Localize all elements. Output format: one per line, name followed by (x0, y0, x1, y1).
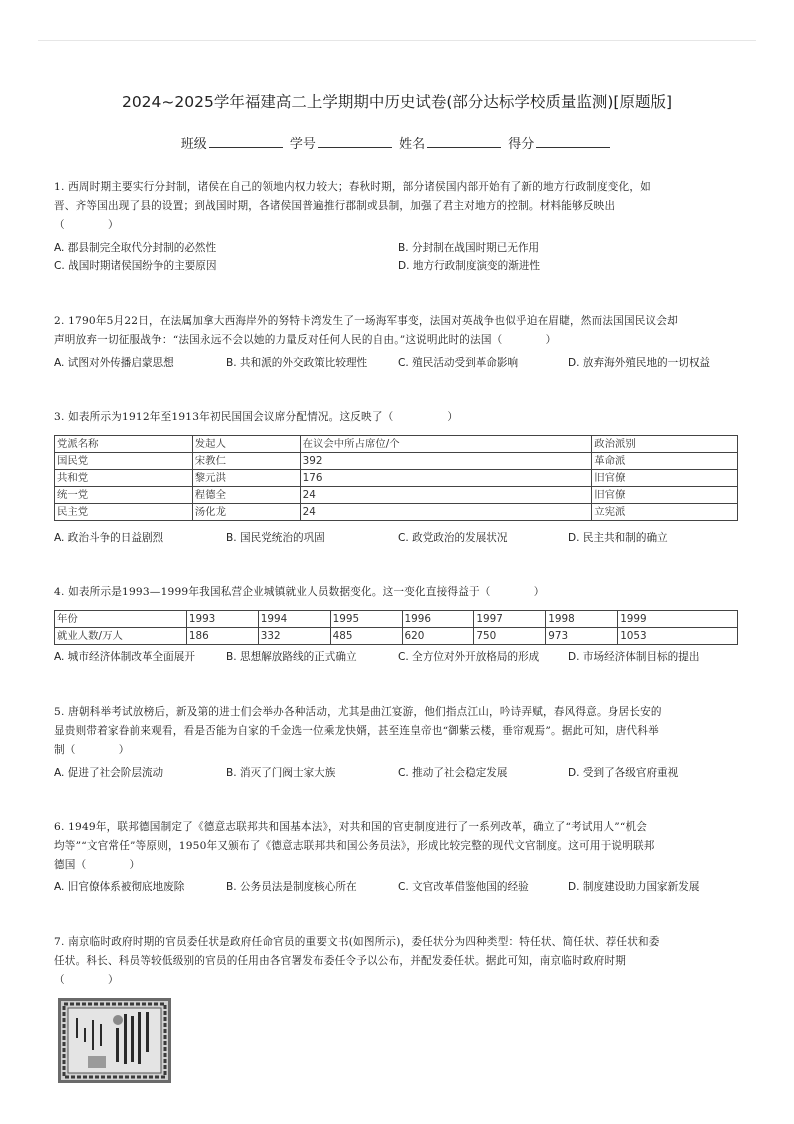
option-a[interactable]: A. 促进了社会阶层流动 (54, 767, 164, 779)
id-blank[interactable] (318, 136, 392, 148)
question-6-stem (54, 818, 744, 875)
option-d[interactable]: D. 放弃海外殖民地的一切权益 (568, 357, 711, 369)
option-b[interactable]: B. 共和派的外交政策比较理性 (226, 357, 368, 369)
table-cell: 黎元洪 (192, 470, 300, 487)
table-row (55, 453, 738, 470)
table-cell: 186 (186, 628, 258, 645)
option-a[interactable]: A. 政治斗争的日益剧烈 (54, 532, 164, 544)
info-label-id: 学号 (289, 137, 316, 152)
table-cell: 24 (300, 487, 592, 504)
option-c[interactable]: C. 殖民活动受到革命影响 (398, 357, 519, 369)
table-header-cell: 1997 (474, 611, 546, 628)
question-7-stem (54, 933, 744, 990)
option-d[interactable]: D. 市场经济体制目标的提出 (568, 651, 700, 663)
table-cell: 宋教仁 (192, 453, 300, 470)
option-d[interactable]: D. 地方行政制度演变的渐进性 (398, 260, 541, 272)
question-2-stem (54, 312, 744, 350)
appointment-certificate-image (58, 998, 171, 1083)
option-c[interactable]: C. 文官改革借鉴他国的经验 (398, 881, 529, 893)
table-cell: 立宪派 (592, 504, 738, 521)
stem-line: 5. 唐朝科举考试放榜后，新及第的进士们会举办各种活动，尤其是曲江宴游，他们指点江山，吟诗弄赋，春风得意。身居长安的 (54, 706, 662, 718)
stem-line: 任状。科长、科员等较低级别的官员的任用由各官署发布委任令予以公布，并配发委任状。据此可知，南京临时政府时期 (54, 955, 627, 967)
question-4-stem (54, 583, 744, 602)
stem-line: 晋、齐等国出现了县的设置；到战国时期，各诸侯国普遍推行郡制或县制，加强了君主对地方的控制。材料能够反映出 (54, 200, 616, 212)
table-cell: 旧官僚 (592, 470, 738, 487)
table-cell: 民主党 (55, 504, 193, 521)
option-a[interactable]: A. 试图对外传播启蒙思想 (54, 357, 174, 369)
table-cell: 共和党 (55, 470, 193, 487)
table-row (55, 628, 738, 645)
table-cell: 176 (300, 470, 592, 487)
stem-line: 7. 南京临时政府时期的官员委任状是政府任命官员的重要文书(如图所示)，委任状分为四种类型：特任状、简任状、荐任状和委 (54, 936, 660, 948)
class-blank[interactable] (209, 136, 283, 148)
question-1-stem (54, 178, 744, 235)
table-cell: 24 (300, 504, 592, 521)
table-cell: 392 (300, 453, 592, 470)
table-cell: 332 (258, 628, 330, 645)
question-3-stem (54, 408, 744, 427)
table-header-row (55, 436, 738, 453)
score-blank[interactable] (536, 136, 610, 148)
header-rule (38, 40, 756, 41)
option-d[interactable]: D. 民主共和制的确立 (568, 532, 668, 544)
table-cell: 旧官僚 (592, 487, 738, 504)
table-header-cell: 1998 (546, 611, 618, 628)
table-header-cell: 发起人 (192, 436, 300, 453)
question-2-options (54, 355, 744, 373)
table-cell: 革命派 (592, 453, 738, 470)
student-info-line (0, 133, 794, 152)
stem-line: 显贵则带着家眷前来观看，看是否能为自家的千金选一位乘龙快婿，甚至连皇帝也“御紫云楼，垂帘观焉”。据此可知，唐代科举 (54, 725, 659, 737)
question-3-options (54, 530, 744, 548)
page-title: 2024~2025学年福建高二上学期期中历史试卷(部分达标学校质量监测)[原题版] (121, 93, 673, 111)
option-b[interactable]: B. 消灭了门阀士家大族 (226, 767, 336, 779)
option-c[interactable]: C. 政党政治的发展状况 (398, 532, 508, 544)
stem-line: 声明放弃一切征服战争：“法国永远不会以她的力量反对任何人民的自由。”这说明此时的法国（ ） (54, 334, 557, 346)
table-cell: 汤化龙 (192, 504, 300, 521)
question-5-options (54, 765, 744, 783)
table-cell: 就业人数/万人 (55, 628, 187, 645)
table-cell: 973 (546, 628, 618, 645)
option-d[interactable]: D. 受到了各级官府重视 (568, 767, 679, 779)
question-5-stem (54, 703, 744, 760)
option-a[interactable]: A. 城市经济体制改革全面展开 (54, 651, 195, 663)
stem-line: 均等”“文官常任”等原则，1950年又颁布了《德意志联邦共和国公务员法》，形成比较完整的现代文官制度。这可用于说明联邦 (54, 840, 655, 852)
table-header-cell: 1996 (402, 611, 474, 628)
table-header-cell: 在议会中所占席位/个 (300, 436, 592, 453)
option-b[interactable]: B. 思想解放路线的正式确立 (226, 651, 357, 663)
table-cell: 750 (474, 628, 546, 645)
table-row (55, 470, 738, 487)
table-cell: 国民党 (55, 453, 193, 470)
table-row (55, 487, 738, 504)
table-cell: 485 (330, 628, 402, 645)
table-header-row (55, 611, 738, 628)
table-row (55, 504, 738, 521)
table-header-cell: 1993 (186, 611, 258, 628)
option-c[interactable]: C. 全方位对外开放格局的形成 (398, 651, 540, 663)
table-cell: 1053 (618, 628, 738, 645)
party-seats-table (54, 435, 738, 521)
table-header-cell: 党派名称 (55, 436, 193, 453)
stem-line: 6. 1949年，联邦德国制定了《德意志联邦共和国基本法》，对共和国的官吏制度进行了一系列改革，确立了“考试用人”“机会 (54, 821, 648, 833)
info-label-name: 姓名 (399, 137, 426, 152)
table-cell: 程德全 (192, 487, 300, 504)
option-b[interactable]: B. 国民党统治的巩固 (226, 532, 325, 544)
option-c[interactable]: C. 战国时期诸侯国纷争的主要原因 (54, 260, 217, 272)
option-a[interactable]: A. 郡县制完全取代分封制的必然性 (54, 242, 217, 254)
stem-line: 德国（ ） (54, 859, 141, 871)
option-b[interactable]: B. 分封制在战国时期已无作用 (398, 242, 540, 254)
info-label-score: 得分 (508, 137, 535, 152)
table-header-cell: 年份 (55, 611, 187, 628)
table-cell: 统一党 (55, 487, 193, 504)
option-b[interactable]: B. 公务员法是制度核心所在 (226, 881, 357, 893)
stem-line: 制（ ） (54, 744, 130, 756)
stem-line: 1. 西周时期主要实行分封制，诸侯在自己的领地内权力较大；春秋时期，部分诸侯国内部开始有了新的地方行政制度变化，如 (54, 181, 651, 193)
option-a[interactable]: A. 旧官僚体系被彻底地废除 (54, 881, 185, 893)
option-d[interactable]: D. 制度建设助力国家新发展 (568, 881, 700, 893)
option-c[interactable]: C. 推动了社会稳定发展 (398, 767, 508, 779)
stem-line: （ ） (54, 974, 119, 986)
name-blank[interactable] (427, 136, 501, 148)
table-header-cell: 1994 (258, 611, 330, 628)
employment-table (54, 610, 738, 645)
stem-line: （ ） (54, 219, 119, 231)
question-1-options (54, 240, 744, 276)
table-header-cell: 1999 (618, 611, 738, 628)
table-header-cell: 政治派别 (592, 436, 738, 453)
table-cell: 620 (402, 628, 474, 645)
stem-line: 4. 如表所示是1993—1999年我国私营企业城镇就业人员数据变化。这一变化直接得益于（ ） (54, 586, 545, 598)
stem-line: 3. 如表所示为1912年至1913年初民国国会议席分配情况。这反映了（ ） (54, 411, 459, 423)
question-6-options (54, 879, 744, 897)
stem-line: 2. 1790年5月22日，在法属加拿大西海岸外的努特卡湾发生了一场海军事变，法国对英战争也似乎迫在眉睫，然而法国国民议会却 (54, 315, 678, 327)
question-4-options (54, 649, 744, 667)
table-header-cell: 1995 (330, 611, 402, 628)
info-label-class: 班级 (180, 137, 207, 152)
